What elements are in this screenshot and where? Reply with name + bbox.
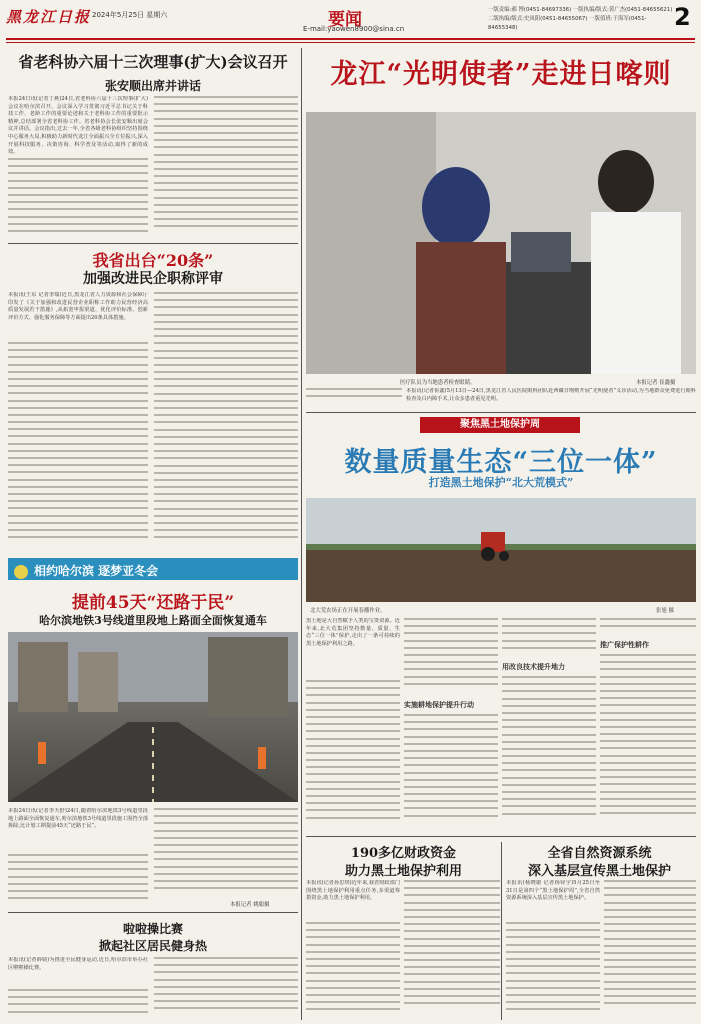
feature-body-col1 bbox=[306, 680, 400, 830]
issue-date: 2024年5月25日 星期六 bbox=[92, 11, 168, 19]
feature-kicker: 聚焦黑土地保护周 bbox=[420, 417, 580, 433]
feature-subhead: 打造黑土地保护“北大荒模式” bbox=[428, 476, 574, 489]
newspaper-logo: 黑龙江日报 bbox=[6, 8, 92, 26]
story1-subhead: 张安顺出席并讲话 bbox=[104, 79, 201, 93]
story2-headline: 龙江“光明使者”走进日喀则 bbox=[330, 59, 672, 90]
feature-headline: 数量质量生态“三位一体” bbox=[344, 447, 658, 478]
divider bbox=[306, 836, 696, 837]
divider bbox=[8, 912, 298, 913]
masthead-rule bbox=[6, 38, 695, 40]
story3-body-continued bbox=[8, 342, 148, 548]
snowflake-icon bbox=[14, 565, 28, 579]
story1-body: 本报24日讯(记者丁燕)24日,省老科协六届十三次理事(扩大)会议在哈尔滨召开。会议深入学习贯彻习近平总书记关于科技工作、老龄工作的重要论述和关于老科协工作的重要批示精神,总结部署全省老科协工作。省老科协会长张安顺出席会议并讲话。会议指出,过去一年,全省各级老科协组织坚持围绕中心服务大局,积极助力新时代龙江全面振兴全方位振兴,深入开展科技服务、决策咨询、科学普及等活动,取得了新的成效。 bbox=[8, 96, 148, 156]
feature-body: 黑土地是大自然赋予人类的宝贵资源。近年来,北大荒集团坚持数量、质量、生态“三位一体”保护,走出了一条可持续的黑土地保护利用之路。 bbox=[306, 618, 400, 647]
road-photo-illustration bbox=[8, 632, 298, 802]
story3-headline: 我省出台“20条” bbox=[92, 251, 214, 270]
feature-body-col2b bbox=[404, 714, 498, 830]
story3-subhead: 加强改进民企职称评审 bbox=[83, 271, 223, 287]
feature-section-label-3: 推广保护性耕作 bbox=[600, 640, 649, 649]
story7-body-col1 bbox=[506, 922, 600, 1020]
editor-info: 一版责编:郝 博(0451-84697336) 一版执编/版式:黄广杰(0451-84655621) 二版执编/版式:史凤阳(0451-84655067) 一版值班:于海军(0451-84655348) bbox=[488, 7, 673, 31]
story5-headline: 啦啦操比赛 bbox=[122, 922, 183, 936]
feature-body-col2a bbox=[404, 618, 498, 696]
section-email: E-mail:yaowen8900@sina.cn bbox=[303, 25, 405, 33]
eye-exam-photo bbox=[306, 112, 696, 374]
story4-body-continued bbox=[8, 854, 148, 906]
story6-body-col1 bbox=[306, 922, 400, 1020]
story3-body: 本报讯(王东 记者李瑞)近日,黑龙江省人力资源和社会保障厅印发了《关于加强和改进民营企业职称工作助力民营经济高质量发展若干措施》,从拓宽申报渠道、优化评价标准、创新评价方式、强化服务保障等方面提出20条具体措施。 bbox=[8, 292, 148, 321]
story1-body-col2 bbox=[154, 96, 298, 238]
story7-subhead: 深入基层宣传黑土地保护 bbox=[527, 864, 671, 879]
feature-body-col3a bbox=[502, 618, 596, 658]
column-divider bbox=[501, 842, 502, 1020]
masthead-rule-thin bbox=[6, 42, 695, 43]
ad-banner bbox=[8, 558, 298, 580]
story1-headline: 省老科协六届十三次理事(扩大)会议召开 bbox=[18, 53, 288, 71]
ad-text: 相约哈尔滨 逐梦亚冬会 bbox=[34, 564, 159, 578]
story6-body-col2 bbox=[404, 880, 500, 1020]
story6-subhead: 助力黑土地保护利用 bbox=[344, 864, 462, 879]
story2-photo-caption: 医疗队员为当地患者检查眼睛。 bbox=[400, 380, 476, 386]
story4-body: 本报24日讯(记者李天舒)24日,随着哈尔滨地铁3号线道里段地上路面全面恢复通车,哈尔滨地铁3号线道里段施工围挡全部拆除,比计划工期提前45天“还路于民”。 bbox=[8, 808, 148, 830]
story4-body-col2 bbox=[154, 808, 298, 898]
feature-section-label-2: 用改良技术提升地力 bbox=[502, 662, 565, 671]
section-title: 要闻 bbox=[328, 10, 362, 30]
eye-exam-illustration bbox=[306, 112, 696, 374]
story6-body: 本报讯(记者孙思琪)近年来,我省财政部门围绕黑土地保护利用重点任务,多渠道筹措资金,助力黑土地保护利用。 bbox=[306, 880, 400, 902]
farmland-illustration bbox=[306, 498, 696, 602]
story2-body: 本报讯(记者崔鑫)5月13日—24日,黑龙江省人民医院眼科团队赴西藏日喀则开展“光明使者”义诊活动,为当地群众免费进行眼科检查及白内障手术,让众多患者重见光明。 bbox=[406, 388, 696, 402]
road-construction-photo bbox=[8, 632, 298, 802]
story2-photo-credit: 本报记者 崔鑫摄 bbox=[636, 380, 676, 386]
story1-body-continued bbox=[8, 158, 148, 238]
story5-body-col2 bbox=[154, 957, 298, 1019]
story4-photo-credit: 本报记者 姚聪摄 bbox=[230, 902, 270, 908]
divider bbox=[306, 412, 696, 413]
divider bbox=[8, 243, 298, 244]
farmland-tractor-photo bbox=[306, 498, 696, 602]
story4-subhead: 哈尔滨地铁3号线道里段地上路面全面恢复通车 bbox=[39, 614, 267, 627]
story3-body-col2 bbox=[154, 292, 298, 548]
page-number: 2 bbox=[674, 3, 691, 31]
story7-body-col2 bbox=[604, 880, 696, 1020]
story5-body-continued bbox=[8, 989, 148, 1019]
story4-headline: 提前45天“还路于民” bbox=[71, 593, 235, 613]
feature-body-col4b bbox=[600, 654, 696, 830]
story5-body: 本报讯(记者薛婧)为推进全民健身运动,近日,哈尔滨市举办社区啦啦操比赛。 bbox=[8, 957, 148, 971]
story7-headline: 全省自然资源系统 bbox=[547, 846, 652, 861]
feature-photo-caption: 北大荒农场正在开展春播作业。 bbox=[310, 608, 386, 614]
story2-body-lower bbox=[306, 388, 402, 408]
feature-section-label-1: 实施耕地保护提升行动 bbox=[404, 700, 474, 709]
column-divider bbox=[301, 48, 302, 1020]
story5-subhead: 掀起社区居民健身热 bbox=[98, 939, 207, 953]
story6-headline: 190多亿财政资金 bbox=[350, 846, 457, 861]
feature-body-col3b bbox=[502, 676, 596, 830]
feature-photo-credit: 张旭 摄 bbox=[656, 608, 674, 614]
story7-body: 本报讯(杨晓庸 记者杨铎宇)5月25日至31日是第四个“黑土地保护周”,全省自然资源系统深入基层宣传黑土地保护。 bbox=[506, 880, 600, 902]
feature-body-col4a bbox=[600, 618, 696, 636]
